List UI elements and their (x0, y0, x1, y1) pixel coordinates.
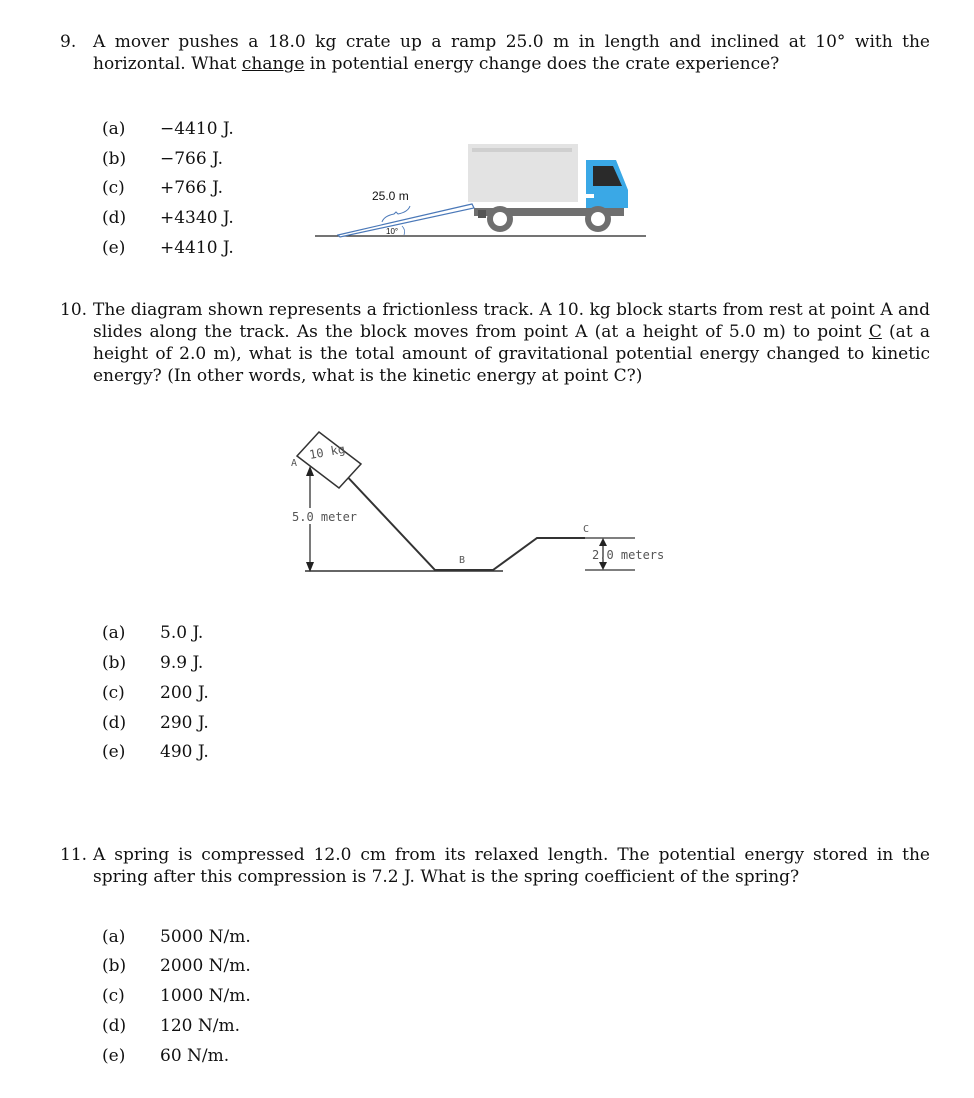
front-hub (591, 212, 605, 226)
angle-arc (402, 226, 405, 235)
question-number: 11. (60, 845, 88, 865)
point-b-label: B (459, 555, 466, 566)
angle-label: 10° (386, 227, 399, 236)
truck-box-stripe (472, 148, 572, 152)
height-c-arrowhead-down (599, 562, 607, 570)
question-9 (60, 31, 930, 75)
question-text: A spring is compressed 12.0 cm from its relaxed length. The potential energy stored in the spring after this compression is 7.2 J. What is the spring coefficient of the spring? (93, 845, 930, 887)
block-10kg (297, 432, 361, 488)
block-label: 10 kg (308, 441, 347, 462)
underlined-word: C (868, 322, 882, 342)
question-text: A mover pushes a 18.0 kg crate up a ramp 25.0 m in length and inclined at 10° with the horizontal. What change in potential energy change does the crate experience? (93, 32, 930, 74)
ramp (338, 204, 474, 237)
rear-hub (493, 212, 507, 226)
height-a-label: 5.0 meter (292, 510, 358, 524)
truck-handle (586, 194, 594, 198)
point-c-label: C (583, 524, 590, 535)
question-number: 9. (60, 32, 77, 52)
point-a-label: A (291, 458, 298, 469)
question-number: 10. (60, 300, 88, 320)
question-10 (60, 299, 930, 387)
truck-hitch (478, 210, 486, 218)
ramp-length-label: 25.0 m (372, 189, 409, 203)
underlined-word: change (241, 54, 305, 74)
height-c-arrowhead-up (599, 538, 607, 546)
track-figure (285, 420, 685, 585)
question-11 (60, 844, 930, 888)
height-c-label: 2.0 meters (592, 548, 665, 562)
truck-box (468, 144, 578, 202)
question-text: The diagram shown represents a frictionless track. A 10. kg block starts from rest at point A and slides along the track. As the block moves from point A (at a height of 5.0 m) to point C (at a height of 2.0 m), what is the total amount of gravitational potential energy changed to kinetic energy? (In other words, what is the kinetic energy at point C?) (93, 300, 930, 386)
truck-ramp-figure (310, 138, 650, 243)
